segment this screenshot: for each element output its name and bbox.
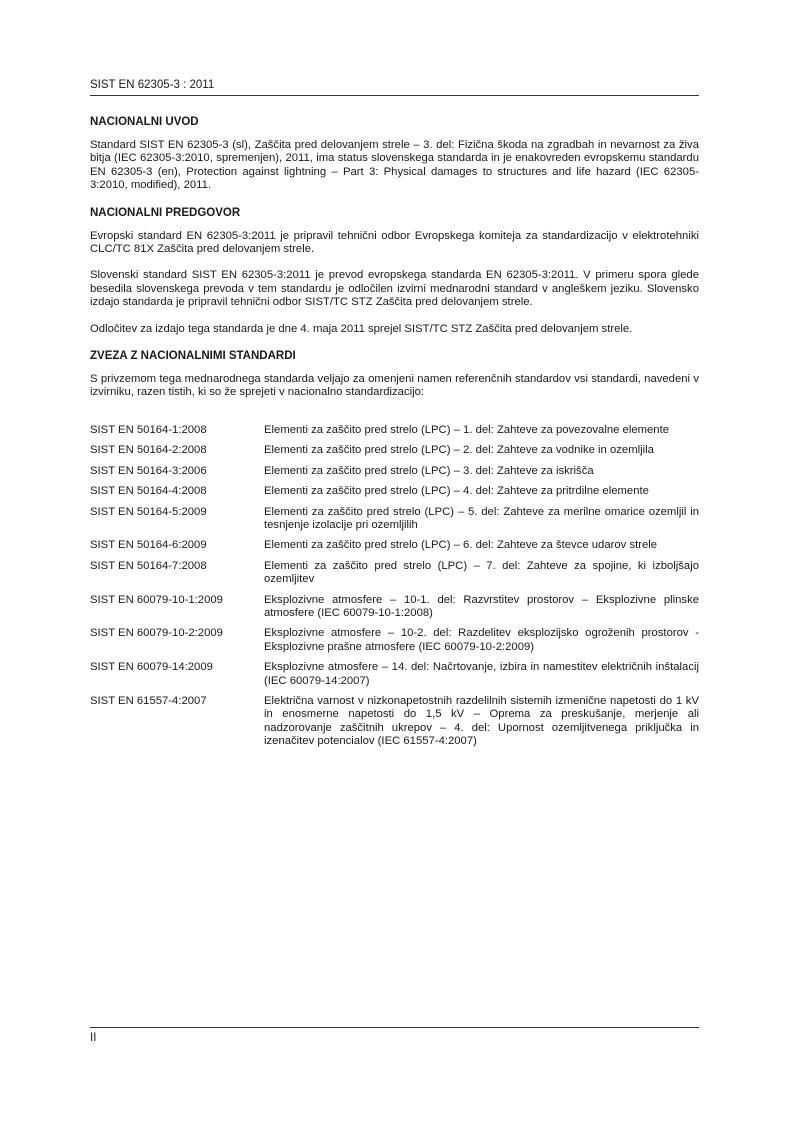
table-row (90, 444, 699, 464)
standard-title: Elementi za zaščito pred strelo (LPC) – 1. del: Zahteve za povezovalne elemente (264, 423, 670, 436)
standard-title: Elementi za zaščito pred strelo (LPC) – 5. del: Zahteve za merilne omarice ozemljil in tesnjenje izolacije pri ozemljilih (264, 505, 699, 531)
header-divider (90, 95, 699, 96)
standard-code: SIST EN 50164-7:2008 (90, 559, 207, 572)
heading-nacionalni-predgovor: NACIONALNI PREDGOVOR (90, 206, 241, 219)
paragraph-predgovor-2: Slovenski standard SIST EN 62305-3:2011 je prevod evropskega standarda EN 62305-3:2011. V primeru spora glede besedila slovenskega prevoda v tem standardu je odločilen izvirni mednarodni standard v angleškem jeziku. Slovensko izdajo standarda je pripravil tehnični odbor SIST/TC STZ Zaščita pred delovanjem strele. (90, 269, 699, 309)
paragraph-uvod: Standard SIST EN 62305-3 (sl), Zaščita pred delovanjem strele – 3. del: Fizična škoda na zgradbah in nevarnost za živa bitja (IEC 62305-3:2010, spremenjen), 2011, ima status slovenskega standarda in je enakovreden evropskemu standardu EN 62305-3 (en), Protection against lightning – Part 3: Physical damages to structures and life hazard (IEC 62305-3:2010, modified), 2011. (90, 139, 699, 192)
standard-code: SIST EN 61557-4:2007 (90, 694, 207, 707)
paragraph-predgovor-3: Odločitev za izdajo tega standarda je dne 4. maja 2011 sprejel SIST/TC STZ Zaščita pred delovanjem strele. (90, 322, 633, 335)
standard-code: SIST EN 60079-14:2009 (90, 661, 213, 674)
standard-title: Eksplozivne atmosfere – 14. del: Načrtovanje, izbira in namestitev električnih inštalacij (IEC 60079-14:2007) (264, 661, 699, 687)
table-row (90, 506, 699, 540)
table-row (90, 594, 699, 628)
standard-code: SIST EN 50164-5:2009 (90, 505, 207, 518)
standard-code: SIST EN 50164-1:2008 (90, 423, 207, 436)
document-body (90, 115, 699, 756)
standard-code: SIST EN 50164-2:2008 (90, 444, 207, 457)
standard-title: Elementi za zaščito pred strelo (LPC) – 4. del: Zahteve za pritrdilne elemente (264, 485, 649, 498)
standard-title: Električna varnost v nizkonapetostnih razdelilnih sistemih izmenične napetosti do 1 kV in enosmerne napetosti do 1,5 kV – Oprema za preskušanje, merjenje ali nadzorovanje zaščitnih ukrepov – 4. del: Upornost ozemljitvenega priključka in izenačitev potencialov (IEC 61557-4:2007) (264, 694, 699, 748)
standard-code: SIST EN 50164-4:2008 (90, 485, 207, 498)
standard-title: Elementi za zaščito pred strelo (LPC) – 6. del: Zahteve za števce udarov strele (264, 539, 658, 552)
paragraph-predgovor-1: Evropski standard EN 62305-3:2011 je pripravil tehnični odbor Evropskega komiteja za standardizacijo v elektrotehniki CLC/TC 81X Zaščita pred delovanjem strele. (90, 229, 699, 256)
table-row (90, 485, 699, 505)
standard-title: Elementi za zaščito pred strelo (LPC) – 7. del: Zahteve za spojine, ki izboljšajo ozemljitev (264, 559, 699, 586)
heading-nacionalni-uvod: NACIONALNI UVOD (90, 116, 199, 128)
standard-title: Eksplozivne atmosfere – 10-2. del: Razdelitev eksplozijsko ogroženih prostorov - Eksplozivne prašne atmosfere (IEC 60079-10-2:2009) (264, 627, 699, 653)
table-row (90, 627, 699, 661)
table-row (90, 661, 699, 695)
table-row (90, 695, 699, 756)
paragraph-zveza: S privzemom tega mednarodnega standarda veljajo za omenjeni namen referenčnih standardov vsi standardi, navedeni v izvirniku, razen tistih, ki so že sprejeti v nacionalno standardizacijo: (90, 373, 699, 399)
table-row (90, 539, 699, 559)
running-header: SIST EN 62305-3 : 2011 (90, 79, 215, 91)
page-number: II (90, 1032, 97, 1044)
standard-title: Eksplozivne atmosfere – 10-1. del: Razvrstitev prostorov – Eksplozivne plinske atmosfere (IEC 60079-10-1:2008) (264, 593, 699, 619)
standard-title: Elementi za zaščito pred strelo (LPC) – 3. del: Zahteve za iskrišča (264, 464, 594, 477)
standard-code: SIST EN 60079-10-1:2009 (90, 593, 223, 606)
reference-standards-table (90, 424, 699, 756)
standard-title: Elementi za zaščito pred strelo (LPC) – 2. del: Zahteve za vodnike in ozemljila (264, 444, 654, 457)
table-row (90, 465, 699, 485)
standard-code: SIST EN 60079-10-2:2009 (90, 627, 223, 640)
standard-code: SIST EN 50164-6:2009 (90, 539, 207, 552)
heading-zveza: ZVEZA Z NACIONALNIMI STANDARDI (90, 350, 296, 363)
standard-code: SIST EN 50164-3:2006 (90, 464, 207, 477)
table-row (90, 424, 699, 444)
footer-divider (90, 1027, 699, 1028)
table-row (90, 560, 699, 594)
